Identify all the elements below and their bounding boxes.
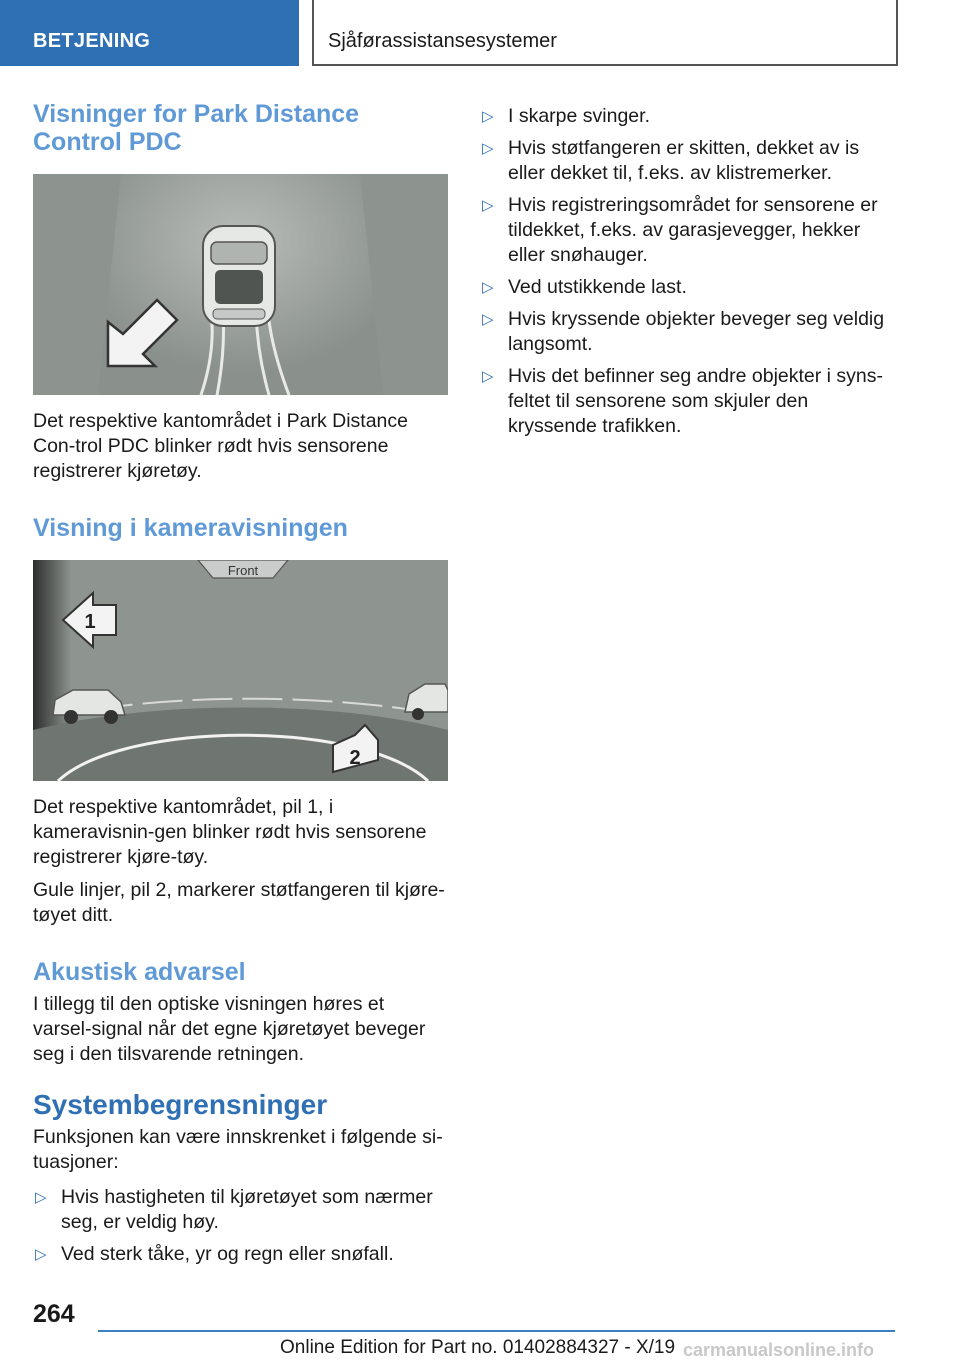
pdc-illustration xyxy=(33,174,448,395)
list-item: ▷ Hvis hastigheten til kjøretøyet som nærmer seg, er veldig høy. xyxy=(35,1186,433,1233)
list-item: ▷ Ved utstikkende last. xyxy=(482,276,687,298)
list-item: ▷ Hvis kryssende objekter beveger seg veldig langsomt. xyxy=(482,308,885,355)
heading-acoustic-warning: Akustisk advarsel xyxy=(33,958,246,986)
limits-list-continued xyxy=(480,104,900,439)
left-column xyxy=(33,100,448,1274)
paragraph-pdc: Det respektive kantområdet i Park Distance Con-trol PDC blinker rødt hvis sensorene registrerer kjøretøy. xyxy=(33,410,408,482)
paragraph-camera-1: Det respektive kantområdet, pil 1, i kameravisnin-gen blinker rødt hvis sensorene registrerer kjøre-tøy. xyxy=(33,796,427,868)
page-number: 264 xyxy=(33,1300,75,1328)
camera-front-label: Front xyxy=(227,563,259,578)
bullet-triangle-icon: ▷ xyxy=(482,279,494,296)
heading-camera-view: Visning i kameravisningen xyxy=(33,514,348,542)
bullet-triangle-icon: ▷ xyxy=(482,108,494,125)
list-item: ▷ Hvis det befinner seg andre objekter i syns-feltet til sensorene som skjuler den kryssende trafikken. xyxy=(482,365,884,437)
right-column xyxy=(480,104,900,446)
list-item: ▷ Hvis støtfangeren er skitten, dekket av is eller dekket til, f.eks. av klistremerker. xyxy=(482,137,860,184)
bullet-triangle-icon: ▷ xyxy=(482,197,494,214)
heading-system-limits: Systembegrensninger xyxy=(33,1089,328,1120)
paragraph-camera-2: Gule linjer, pil 2, markerer støtfangeren til kjøre-tøyet ditt. xyxy=(33,879,445,926)
camera-illustration xyxy=(33,560,448,781)
list-item: ▷ Hvis registreringsområdet for sensorene er tildekket, f.eks. av garasjevegger, hekker eller snøhauger. xyxy=(482,194,878,266)
list-item: ▷ Ved sterk tåke, yr og regn eller snøfall. xyxy=(35,1243,394,1265)
footer-edition-text: Online Edition for Part no. 01402884327 - X/19 xyxy=(280,1337,676,1358)
bullet-triangle-icon: ▷ xyxy=(35,1189,47,1206)
heading-pdc-views: Visninger for Park Distance Control PDC xyxy=(33,100,360,156)
arrow-1-label: 1 xyxy=(84,611,96,633)
list-item: ▷ I skarpe svinger. xyxy=(482,105,650,127)
header-chapter-label: Sjåførassistansesystemer xyxy=(328,30,557,52)
bullet-triangle-icon: ▷ xyxy=(482,368,494,385)
header-chapter-box xyxy=(312,0,898,66)
watermark-logo: carmanualsonline.info xyxy=(683,1340,875,1360)
paragraph-acoustic: I tillegg til den optiske visningen høres et varsel-signal når det egne kjøretøyet beveger seg i den tilsvarende retningen. xyxy=(33,993,426,1065)
bullet-triangle-icon: ▷ xyxy=(482,140,494,157)
bullet-triangle-icon: ▷ xyxy=(482,311,494,328)
paragraph-limits: Funksjonen kan være innskrenket i følgende si-tuasjoner: xyxy=(33,1126,443,1173)
car-top-view-icon xyxy=(203,226,275,326)
figure-pdc-display xyxy=(33,174,448,395)
limits-list xyxy=(33,1185,448,1267)
footer-divider xyxy=(98,1330,895,1332)
bullet-triangle-icon: ▷ xyxy=(35,1246,47,1263)
header-section-tab xyxy=(0,0,299,66)
arrow-2-label: 2 xyxy=(349,747,361,769)
header-section-label: BETJENING xyxy=(33,30,151,52)
figure-camera-view xyxy=(33,560,448,781)
